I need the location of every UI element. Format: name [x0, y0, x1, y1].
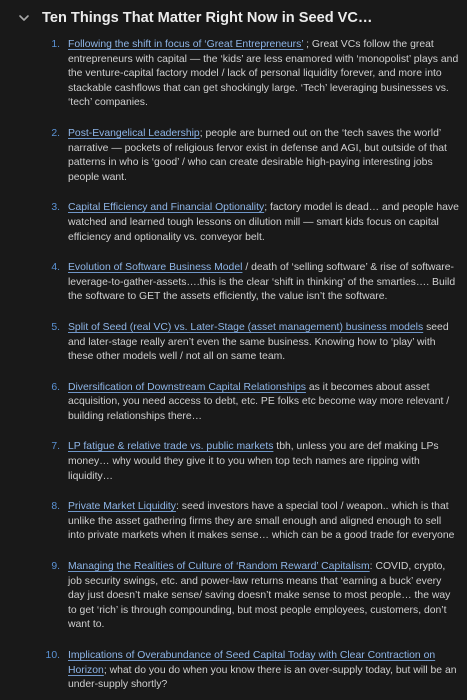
list-item-number: 4.: [51, 262, 60, 274]
list-item-link[interactable]: Evolution of Software Business Model: [68, 262, 243, 274]
list-item-text: [68, 440, 460, 484]
list-item-body: seed and later-stage really aren’t even the same business. Knowing how to ‘play’ with these other models well / not all on same team.: [68, 321, 449, 363]
list-item-number: 8.: [51, 501, 60, 513]
list-item-number: 2.: [51, 127, 60, 139]
list-item-text: [68, 201, 460, 245]
list-item-body: / death of ‘selling software’ & rise of software-leverage-to-gather-assets….this is the clear ‘shift in thinking’ of the smarties…. Build the software to GET the assets efficiently, the value isn’t the software.: [68, 262, 456, 303]
list-item-body: tbh, unless you are def making LPs money… why would they give it to you when top tech names are ripping with liquidity…: [68, 441, 439, 482]
list-item: [36, 440, 460, 484]
list-item-link[interactable]: Implications of Overabundance of Seed Capital Today with Clear Contraction on Horizon: [68, 650, 436, 676]
page-title: Ten Things That Matter Right Now in Seed VC…: [42, 10, 373, 26]
list-item-link[interactable]: Split of Seed (real VC) vs. Later-Stage (asset management) business models: [68, 321, 424, 333]
list-item: [36, 649, 460, 693]
list-item: [36, 381, 460, 425]
list-item-number: 6.: [51, 381, 60, 393]
list-item-text: [68, 261, 460, 305]
list-item-number: 7.: [51, 441, 60, 453]
list-item-number: 5.: [51, 321, 60, 333]
list-item-text: [68, 321, 460, 365]
list-item-number: 3.: [51, 202, 60, 214]
list-item-body: ; people are burned out on the ‘tech saves the world’ narrative — pockets of religious fervor exist in defense and AGI, but outside of that patterns in who is ‘good’ / who can create desirable high-paying interesting jobs people want.: [68, 127, 447, 183]
list-item-link[interactable]: Managing the Realities of Culture of ‘Random Reward’ Capitalism: [68, 561, 370, 573]
list-item-body: ; Great VCs follow the great entrepreneurs with capital — the ‘kids’ are less enamored with ‘monopolist’ plays and the venture-capital factory model / lack of personal liquidity forever, and more into stackable cashflows that can get shockingly large. ‘Tech’ leveraging businesses vs. ‘tech’ companies.: [68, 39, 459, 109]
list-item-body: ; what do you do when you know there is an over-supply today, but will be an under-supply shortly?: [68, 664, 457, 691]
numbered-list: [36, 38, 460, 700]
list-item-link[interactable]: LP fatigue & relative trade vs. public markets: [68, 441, 274, 453]
list-item-link[interactable]: Capital Efficiency and Financial Optionality: [68, 202, 265, 214]
list-item: [36, 127, 460, 185]
list-item-link[interactable]: Following the shift in focus of ‘Great Entrepreneurs’: [68, 39, 304, 50]
list-item-number: 1.: [51, 39, 60, 50]
list-item: [36, 321, 460, 365]
list-item-text: [68, 560, 460, 633]
list-item: [36, 500, 460, 544]
list-item: [36, 201, 460, 245]
list-item: [36, 38, 460, 111]
list-item-body: : COVID, crypto, job security swings, etc. and power-law returns means that ‘earning a buck’ every day just doesn’t make sense/ saving doesn’t make sense to most people… the way to get ‘rich’ is through compounding, but most people employees, customers, don’t want to.: [68, 561, 451, 631]
list-item-number: 9.: [51, 561, 60, 573]
list-item: [36, 261, 460, 305]
list-item-body: ; factory model is dead… and people have watched and learned tough lessons on dilution mill — smart kids focus on capital efficiency and optionality vs. conveyor belt.: [68, 202, 459, 243]
section-header: [16, 10, 457, 26]
list-item-link[interactable]: Diversification of Downstream Capital Relationships: [68, 381, 306, 393]
list-item-link[interactable]: Post-Evangelical Leadership: [68, 127, 200, 139]
chevron-down-icon[interactable]: [16, 10, 32, 26]
list-item-text: [68, 500, 460, 544]
list-item: [36, 560, 460, 633]
list-item-link[interactable]: Private Market Liquidity: [68, 501, 176, 513]
list-item-text: [68, 38, 460, 111]
list-item-text: [68, 649, 460, 693]
list-item-text: [68, 381, 460, 425]
list-item-body: : seed investors have a special tool / weapon.. which is that unlike the asset gathering firms they are small enough and aligned enough to sell into private markets when it makes sense… which can be a good trade for everyone: [68, 501, 455, 542]
list-item-text: [68, 127, 460, 185]
list-item-body: as it becomes about asset acquisition, you need access to debt, etc. PE folks etc become way more relevant / building relationships there…: [68, 381, 450, 422]
list-item-number: 10.: [45, 650, 60, 661]
